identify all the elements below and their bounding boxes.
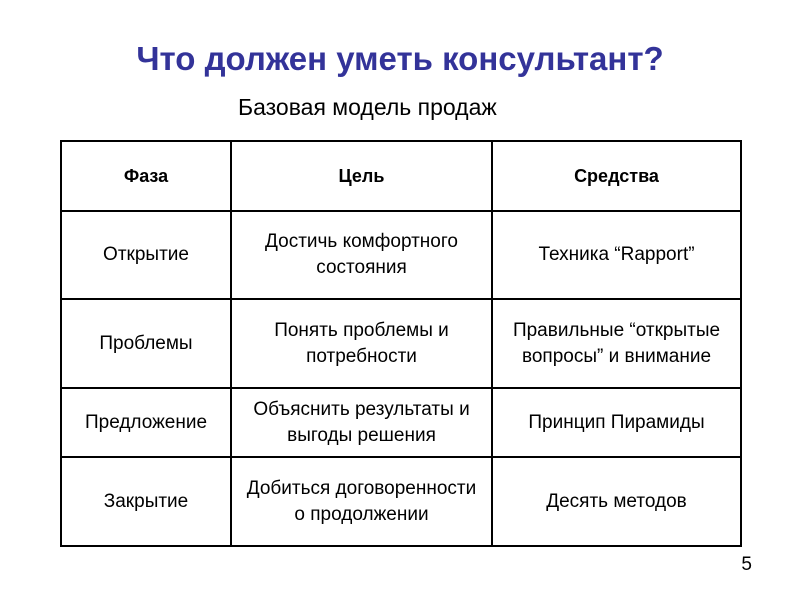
header-goal: Цель: [231, 141, 492, 211]
slide-subtitle: Базовая модель продаж: [238, 94, 497, 120]
table-row: [61, 388, 741, 457]
cell-goal: Объяснить результаты и выгоды решения: [231, 388, 492, 457]
cell-means: Правильные “открытые вопросы” и внимание: [492, 299, 741, 388]
cell-goal: Достичь комфортного состояния: [231, 211, 492, 299]
cell-means: Техника “Rapport”: [492, 211, 741, 299]
cell-means: Десять методов: [492, 457, 741, 546]
cell-means: Принцип Пирамиды: [492, 388, 741, 457]
table-row: [61, 211, 741, 299]
cell-goal: Добиться договоренности о продолжении: [231, 457, 492, 546]
table-header-row: [61, 141, 741, 211]
table-row: [61, 299, 741, 388]
cell-phase: Предложение: [61, 388, 231, 457]
header-phase: Фаза: [61, 141, 231, 211]
slide-title: Что должен уметь консультант?: [136, 40, 664, 77]
cell-phase: Открытие: [61, 211, 231, 299]
page-number: 5: [741, 554, 752, 575]
cell-phase: Проблемы: [61, 299, 231, 388]
table-row: [61, 457, 741, 546]
header-means: Средства: [492, 141, 741, 211]
cell-phase: Закрытие: [61, 457, 231, 546]
cell-goal: Понять проблемы и потребности: [231, 299, 492, 388]
sales-model-table: [60, 140, 742, 547]
